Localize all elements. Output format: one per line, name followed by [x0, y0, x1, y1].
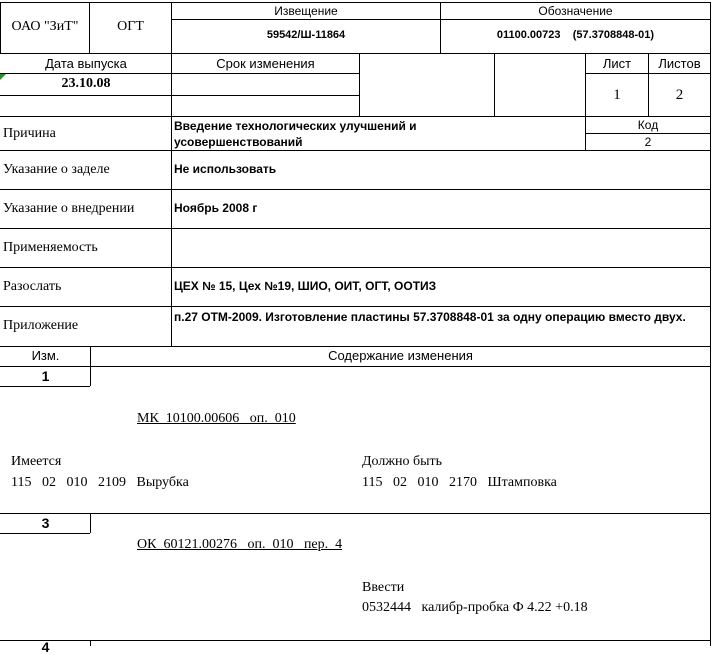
reason-value: Введение технологических улучшений и усовершенствований	[174, 119, 417, 149]
attachment-label: Приложение	[3, 318, 79, 333]
implementation-label: Указание о внедрении	[3, 201, 135, 216]
content-column-header: Содержание изменения	[328, 348, 473, 363]
should-be-value: 115 02 010 2170 Штамповка	[362, 475, 557, 490]
notice-label: Извещение	[274, 4, 338, 18]
change-reference: ОК 60121.00276 оп. 010 пер. 4	[137, 537, 343, 552]
existing-value: 115 02 010 2109 Вырубка	[11, 475, 189, 490]
change-number: 3	[41, 515, 50, 531]
release-date-label: Дата выпуска	[45, 56, 127, 71]
sheets-label: Листов	[658, 56, 701, 71]
code-label: Код	[637, 118, 659, 132]
implementation-value: Ноябрь 2008 г	[174, 201, 258, 215]
introduce-value: 0532444 калибр-пробка Ф 4.22 +0.18	[362, 600, 588, 615]
sheet-label: Лист	[602, 56, 632, 71]
distribute-value: ЦЕХ № 15, Цех №19, ШИО, ОИТ, ОГТ, ООТИЗ	[174, 279, 437, 293]
should-be-label: Должно быть	[362, 454, 443, 469]
sheet-number: 1	[613, 87, 621, 103]
attachment-value: п.27 ОТМ-2009. Изготовление пластины 57.3708848-01 за одну операцию вместо двух.	[174, 310, 686, 324]
change-term-label: Срок изменения	[216, 56, 315, 71]
code-value: 2	[644, 135, 652, 149]
change-number: 1	[41, 368, 50, 384]
backlog-value: Не использовать	[174, 162, 277, 176]
change-number: 4	[41, 639, 50, 655]
sheets-total: 2	[675, 87, 684, 103]
designation-label: Обозначение	[538, 4, 613, 18]
change-reference: МК 10100.00606 оп. 010	[137, 411, 296, 426]
distribute-label: Разослать	[3, 279, 62, 294]
reason-label: Причина	[3, 126, 56, 141]
introduce-label: Ввести	[362, 580, 405, 595]
change-column-header: Изм.	[31, 348, 60, 363]
org-name: ОАО "ЗиТ"	[11, 19, 79, 34]
department: ОГТ	[117, 19, 144, 34]
applicability-label: Применяемость	[3, 240, 98, 255]
notice-number: 59542/Ш-11864	[266, 29, 346, 41]
backlog-label: Указание о заделе	[3, 162, 110, 177]
designation-value: 01100.00723 (57.3708848-01)	[496, 29, 655, 41]
release-date-value: 23.10.08	[61, 76, 111, 91]
existing-label: Имеется	[11, 454, 62, 469]
